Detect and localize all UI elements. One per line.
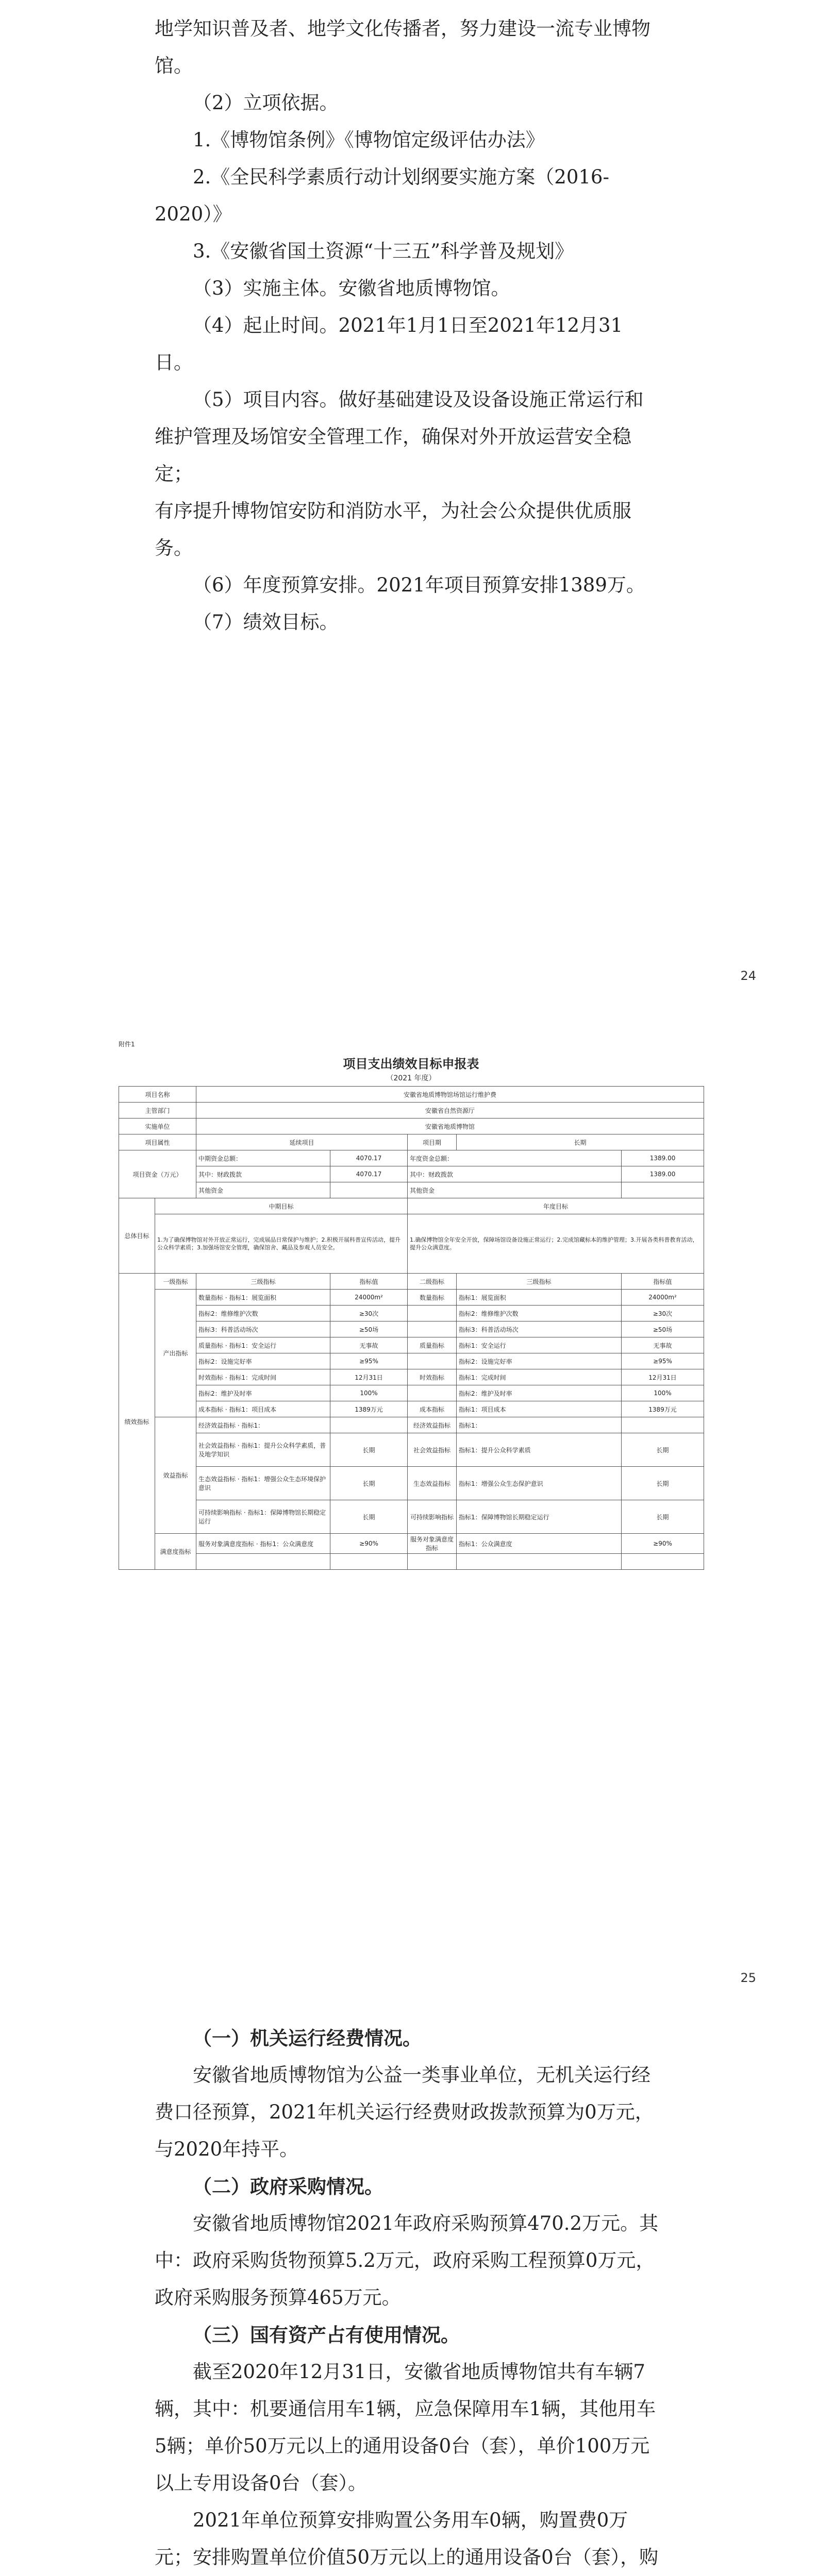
table-cell: 指标1：完成时间 — [457, 1369, 622, 1385]
metric-group: 成本指标 — [198, 1405, 224, 1413]
table-cell: 长期 — [622, 1433, 704, 1467]
table-cell: 可持续影响指标 · 指标1：保障博物馆长期稳定运行 — [196, 1500, 330, 1534]
table-row — [119, 1534, 704, 1554]
table-cell: 指标2：维修维护次数 — [457, 1306, 622, 1321]
paragraph: 安徽省地质博物馆为公益一类事业单位，无机关运行经费口径预算，2021年机关运行经费财政拨款预算为0万元，与2020年持平。 — [155, 2064, 654, 2160]
table-cell: 可持续影响指标 — [408, 1500, 457, 1534]
table-cell: 二级指标 — [408, 1274, 457, 1290]
metric-group: 社会效益指标 — [198, 1442, 236, 1449]
table-cell: 长期 — [330, 1500, 408, 1534]
table-cell: 指标1：项目成本 — [457, 1401, 622, 1417]
table-row — [119, 1290, 704, 1306]
table-row — [119, 1274, 704, 1290]
table-cell: 中期资金总额： — [196, 1150, 330, 1166]
text-line: （3）实施主体。安徽省地质博物馆。 — [193, 277, 510, 299]
table-row — [119, 1306, 704, 1321]
table-cell: 指标2：设施完好率 — [457, 1353, 622, 1369]
table-cell: ≥90% — [622, 1534, 704, 1554]
table-cell: 项目期 — [408, 1134, 457, 1150]
metric-group: 生态效益指标 — [198, 1476, 236, 1483]
table-cell: 24000m² — [330, 1290, 408, 1306]
table-cell: 1.为了确保博物馆对外开放正常运行，完成展品日常保护与维护；2.积极开展科普宣传活动，提升公众科学素质；3.加强场馆安全管理，确保馆舍、藏品及参观人员安全。 — [155, 1214, 408, 1274]
table-cell: 延续项目 — [196, 1134, 408, 1150]
text-line: 馆。 — [155, 55, 193, 77]
table-cell: 效益指标 — [155, 1417, 196, 1534]
table-row — [119, 1166, 704, 1182]
table-cell: 社会效益指标 · 指标1：提升公众科学素质，普及地学知识 — [196, 1433, 330, 1467]
table-cell — [408, 1321, 457, 1337]
metric-group: 经济效益指标 — [198, 1421, 236, 1429]
table-cell: ≥50场 — [330, 1321, 408, 1337]
text-line: 有序提升博物馆安防和消防水平，为社会公众提供优质服务。 — [155, 500, 631, 559]
table-cell: 绩效指标 — [119, 1274, 155, 1570]
table-cell: 指标值 — [330, 1274, 408, 1290]
table-cell: 指标1：展览面积 — [457, 1290, 622, 1306]
section-heading: （一）机关运行经费情况。 — [193, 2027, 422, 2049]
section-heading: （二）政府采购情况。 — [193, 2175, 383, 2198]
metric-group: 数量指标 — [198, 1294, 224, 1301]
table-cell — [408, 1353, 457, 1369]
table-cell: 质量指标 — [408, 1337, 457, 1353]
table-row — [119, 1467, 704, 1500]
text-line: （4）起止时间。2021年1月1日至2021年12月31日。 — [155, 314, 623, 374]
table-cell: 指标2：维修维护次数 — [196, 1306, 330, 1321]
table-cell: 指标1：公众满意度 — [457, 1534, 622, 1554]
table-cell: 项目资金（万元） — [119, 1150, 196, 1198]
table-row — [119, 1198, 704, 1214]
table-cell: 长期 — [330, 1433, 408, 1467]
table-cell: 年度目标 — [408, 1198, 704, 1214]
table-cell: 一级指标 — [155, 1274, 196, 1290]
table-cell: 长期 — [622, 1467, 704, 1500]
table-cell — [622, 1417, 704, 1433]
table-row — [119, 1385, 704, 1401]
performance-table-wrap — [119, 1054, 704, 1570]
table-cell: 社会效益指标 — [408, 1433, 457, 1467]
table-row — [119, 1134, 704, 1150]
text-line: （7）绩效目标。 — [193, 611, 339, 633]
table-cell: 指标3：科普活动场次 — [196, 1321, 330, 1337]
table-cell: 成本指标 · 指标1：项目成本 — [196, 1401, 330, 1417]
text-line: 维护管理及场馆安全管理工作，确保对外开放运营安全稳定； — [155, 426, 631, 485]
page-25 — [0, 994, 818, 1999]
table-cell: 总体目标 — [119, 1198, 155, 1274]
table-row — [119, 1401, 704, 1417]
table-cell: 1389.00 — [622, 1166, 704, 1182]
table-cell: 生态效益指标 — [408, 1467, 457, 1500]
metric-name: 指标1：展览面积 — [229, 1294, 277, 1301]
table-cell: 指标值 — [622, 1274, 704, 1290]
table-cell — [622, 1554, 704, 1570]
table-row — [119, 1554, 704, 1570]
page-number: 24 — [740, 969, 756, 983]
table-cell — [330, 1182, 408, 1198]
attachment-mark: 附件1 — [119, 1041, 135, 1048]
table-cell: 三级指标 — [457, 1274, 622, 1290]
table-cell: 指标2：设施完好率 — [196, 1353, 330, 1369]
table-cell: 指标2：维护及时率 — [196, 1385, 330, 1401]
table-subtitle: （2021 年度） — [386, 1074, 436, 1082]
table-row — [119, 1214, 704, 1274]
metric-name: 指标1：保障博物馆长期稳定运行 — [198, 1509, 326, 1525]
table-cell: 生态效益指标 · 指标1：增强公众生态环境保护意识 — [196, 1467, 330, 1500]
metric-name: 指标1：完成时间 — [229, 1374, 277, 1381]
table-cell: 三级指标 — [196, 1274, 330, 1290]
paragraph: 安徽省地质博物馆2021年政府采购预算470.2万元。其中：政府采购货物预算5.2万元，政府采购工程预算0万元，政府采购服务预算465万元。 — [155, 2212, 659, 2309]
text-line: （5）项目内容。做好基础建设及设备设施正常运行和 — [193, 388, 644, 411]
table-cell: 4070.17 — [330, 1150, 408, 1166]
table-cell: 1389.00 — [622, 1150, 704, 1166]
table-cell — [622, 1182, 704, 1198]
metric-name: 指标1：公众满意度 — [260, 1540, 314, 1548]
table-row — [119, 1182, 704, 1198]
table-row — [119, 1087, 704, 1103]
table-cell — [330, 1417, 408, 1433]
paragraph: 截至2020年12月31日，安徽省地质博物馆共有车辆7辆，其中：机要通信用车1辆，应急保障用车1辆，其他用车5辆；单价50万元以上的通用设备0台（套），单价100万元以上专用设备0台（套）。 — [155, 2361, 656, 2494]
metric-name: 指标1： — [241, 1421, 264, 1429]
table-cell: 指标1：增强公众生态保护意识 — [457, 1467, 622, 1500]
table-cell: 成本指标 — [408, 1401, 457, 1417]
table-cell: 时效指标 — [408, 1369, 457, 1385]
table-cell: 安徽省自然资源厅 — [196, 1103, 704, 1118]
table-cell — [408, 1385, 457, 1401]
table-cell: 项目名称 — [119, 1087, 196, 1103]
table-cell: ≥30次 — [330, 1306, 408, 1321]
table-cell: 指标1：保障博物馆长期稳定运行 — [457, 1500, 622, 1534]
table-cell: 时效指标 · 指标1：完成时间 — [196, 1369, 330, 1385]
table-cell: 满意度指标 — [155, 1534, 196, 1570]
table-cell: 经济效益指标 — [408, 1417, 457, 1433]
metric-name: 指标1：提升公众科学素质，普及地学知识 — [198, 1442, 326, 1458]
table-cell: ≥90% — [330, 1534, 408, 1554]
text-line: 2.《全民科学素质行动计划纲要实施方案（2016-2020）》 — [155, 166, 609, 225]
page-26 — [0, 1999, 818, 2576]
table-row — [119, 1433, 704, 1467]
table-cell: 数量指标 — [408, 1290, 457, 1306]
text-line: （6）年度预算安排。2021年项目预算安排1389万。 — [193, 574, 645, 596]
table-row — [119, 1500, 704, 1534]
table-cell: 其中：财政拨款 — [196, 1166, 330, 1182]
table-cell: 经济效益指标 · 指标1： — [196, 1417, 330, 1433]
table-cell: 主管部门 — [119, 1103, 196, 1118]
performance-table — [119, 1086, 704, 1570]
table-cell: 长期 — [457, 1134, 704, 1150]
table-cell: 12月31日 — [622, 1369, 704, 1385]
table-cell: 其他资金 — [196, 1182, 330, 1198]
metric-name: 指标1：增强公众生态环境保护意识 — [198, 1476, 326, 1492]
table-cell: 指标1：提升公众科学素质 — [457, 1433, 622, 1467]
table-cell: 无事故 — [330, 1337, 408, 1353]
table-cell: 长期 — [330, 1467, 408, 1500]
metric-group: 时效指标 — [198, 1374, 224, 1381]
table-cell: 中期目标 — [155, 1198, 408, 1214]
page-number: 25 — [740, 1971, 756, 1985]
table-cell: 产出指标 — [155, 1290, 196, 1417]
table-cell: 年度资金总额： — [408, 1150, 622, 1166]
text-line: 3.《安徽省国土资源“十三五”科学普及规划》 — [193, 240, 574, 262]
table-cell: ≥95% — [622, 1353, 704, 1369]
table-row — [119, 1369, 704, 1385]
table-cell: 服务对象满意度指标 · 指标1：公众满意度 — [196, 1534, 330, 1554]
table-cell: 指标1：安全运行 — [457, 1337, 622, 1353]
page1-body — [155, 10, 660, 641]
table-cell: 1389万元 — [330, 1401, 408, 1417]
paragraph: 2021年单位预算安排购置公务用车0辆，购置费0万元；安排购置单位价值50万元以上的通用设备0台（套），购 — [155, 2509, 659, 2568]
table-cell: 其他资金 — [408, 1182, 622, 1198]
text-line: 1.《博物馆条例》《博物馆定级评估办法》 — [193, 129, 545, 151]
table-cell — [330, 1554, 408, 1570]
table-cell: 其中：财政拨款 — [408, 1166, 622, 1182]
table-cell: 1.确保博物馆全年安全开放，保障场馆设备设施正常运行；2.完成馆藏标本的维护管理；3.开展各类科普教育活动，提升公众满意度。 — [408, 1214, 704, 1274]
metric-name: 指标1：安全运行 — [229, 1342, 277, 1349]
text-line: （2）立项依据。 — [193, 92, 339, 114]
table-cell — [196, 1554, 330, 1570]
page3-body — [155, 2020, 660, 2576]
table-cell: 质量指标 · 指标1：安全运行 — [196, 1337, 330, 1353]
metric-group: 可持续影响指标 — [198, 1509, 242, 1516]
table-cell: ≥50场 — [622, 1321, 704, 1337]
metric-name: 指标1：项目成本 — [229, 1405, 277, 1413]
table-cell: 24000m² — [622, 1290, 704, 1306]
table-row — [119, 1150, 704, 1166]
table-cell: 指标3：科普活动场次 — [457, 1321, 622, 1337]
table-cell: 实施单位 — [119, 1118, 196, 1134]
table-cell — [408, 1306, 457, 1321]
table-cell: 项目属性 — [119, 1134, 196, 1150]
table-cell: 指标2：维护及时率 — [457, 1385, 622, 1401]
table-title: 项目支出绩效目标申报表 — [343, 1057, 479, 1071]
metric-group: 服务对象满意度指标 — [198, 1540, 255, 1548]
table-cell: ≥95% — [330, 1353, 408, 1369]
table-cell: 数量指标 · 指标1：展览面积 — [196, 1290, 330, 1306]
page-24 — [0, 0, 818, 994]
text-line: 地学知识普及者、地学文化传播者，努力建设一流专业博物 — [155, 18, 650, 40]
table-cell: 安徽省地质博物馆场馆运行维护费 — [196, 1087, 704, 1103]
section-heading: （三）国有资产占有使用情况。 — [193, 2324, 460, 2346]
table-row — [119, 1337, 704, 1353]
table-cell: 长期 — [622, 1500, 704, 1534]
table-cell: 安徽省地质博物馆 — [196, 1118, 704, 1134]
table-cell: 100% — [622, 1385, 704, 1401]
table-cell: 12月31日 — [330, 1369, 408, 1385]
table-cell: 100% — [330, 1385, 408, 1401]
table-cell: 无事故 — [622, 1337, 704, 1353]
table-cell: 4070.17 — [330, 1166, 408, 1182]
table-cell — [408, 1554, 457, 1570]
table-cell: 服务对象满意度指标 — [408, 1534, 457, 1554]
table-row — [119, 1118, 704, 1134]
table-row — [119, 1103, 704, 1118]
metric-group: 质量指标 — [198, 1342, 224, 1349]
table-cell: 指标1： — [457, 1417, 622, 1433]
table-row — [119, 1417, 704, 1433]
table-cell — [457, 1554, 622, 1570]
table-row — [119, 1321, 704, 1337]
table-cell: 1389万元 — [622, 1401, 704, 1417]
table-row — [119, 1353, 704, 1369]
table-cell: ≥30次 — [622, 1306, 704, 1321]
